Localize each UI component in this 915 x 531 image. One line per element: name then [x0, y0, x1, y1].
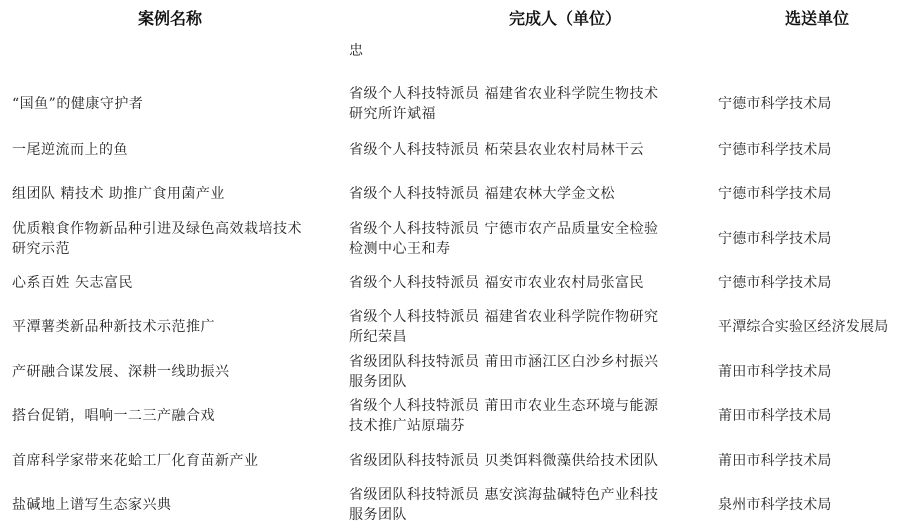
- unit-cell: 宁德市科学技术局: [718, 142, 832, 158]
- unit-cell: 宁德市科学技术局: [718, 275, 832, 291]
- completer-cell: 省级个人科技特派员 福建农林大学金文松: [349, 186, 615, 202]
- table-row: [0, 82, 915, 126]
- completer-cell: 省级个人科技特派员 福建省农业科学院作物研究 所纪荣昌: [349, 309, 659, 345]
- header-case-name: 案例名称: [137, 9, 203, 28]
- continued-fragment: 忠: [349, 43, 363, 59]
- case-name-cell: 盐碱地上谱写生态家兴典: [12, 497, 172, 513]
- case-name-cell: 优质粮食作物新品种引进及绿色高效栽培技术 研究示范: [12, 221, 302, 257]
- table-row: [0, 217, 915, 261]
- table-row: [0, 483, 915, 527]
- completer-cell: 省级团队科技特派员 莆田市涵江区白沙乡村振兴 服务团队: [349, 354, 659, 390]
- completer-cell: 省级个人科技特派员 福建省农业科学院生物技术 研究所许斌福: [349, 86, 659, 122]
- case-name-cell: 产研融合谋发展、深耕一线助振兴: [12, 364, 230, 380]
- completer-cell: 省级个人科技特派员 柘荣县农业农村局林干云: [349, 142, 644, 158]
- case-name-cell: 首席科学家带来花蛤工厂化育苗新产业: [12, 453, 259, 469]
- unit-cell: 宁德市科学技术局: [718, 186, 832, 202]
- completer-cell: 省级个人科技特派员 宁德市农产品质量安全检验 检测中心王和寿: [349, 221, 659, 257]
- table-row: [0, 128, 915, 172]
- table-row: [0, 261, 915, 305]
- completer-cell: 省级个人科技特派员 福安市农业农村局张富民: [349, 275, 644, 291]
- case-name-cell: 搭台促销，唱响一二三产融合戏: [12, 408, 215, 424]
- table-row: [0, 305, 915, 349]
- table-row: [0, 394, 915, 438]
- case-name-cell: 一尾逆流而上的鱼: [12, 142, 128, 158]
- completer-cell: 省级个人科技特派员 莆田市农业生态环境与能源 技术推广站原瑞芬: [349, 398, 659, 434]
- unit-cell: 莆田市科学技术局: [718, 453, 832, 469]
- unit-cell: 宁德市科学技术局: [718, 231, 832, 247]
- completer-cell: 省级团队科技特派员 惠安滨海盐碱特色产业科技 服务团队: [349, 487, 659, 523]
- case-name-cell: 平潭薯类新品种新技术示范推广: [12, 319, 215, 335]
- completer-cell: 省级团队科技特派员 贝类饵料微藻供给技术团队: [349, 453, 659, 469]
- case-name-cell: “国鱼”的健康守护者: [12, 96, 144, 112]
- header-unit: 选送单位: [784, 9, 850, 28]
- unit-cell: 泉州市科学技术局: [718, 497, 832, 513]
- case-name-cell: 组团队 精技术 助推广食用菌产业: [12, 186, 225, 202]
- unit-cell: 平潭综合实验区经济发展局: [718, 319, 889, 335]
- unit-cell: 莆田市科学技术局: [718, 408, 832, 424]
- unit-cell: 宁德市科学技术局: [718, 96, 832, 112]
- unit-cell: 莆田市科学技术局: [718, 364, 832, 380]
- table-row: [0, 350, 915, 394]
- table-row: [0, 172, 915, 216]
- table-row: [0, 439, 915, 483]
- case-name-cell: 心系百姓 矢志富民: [12, 275, 133, 291]
- header-completer: 完成人（单位）: [508, 9, 622, 28]
